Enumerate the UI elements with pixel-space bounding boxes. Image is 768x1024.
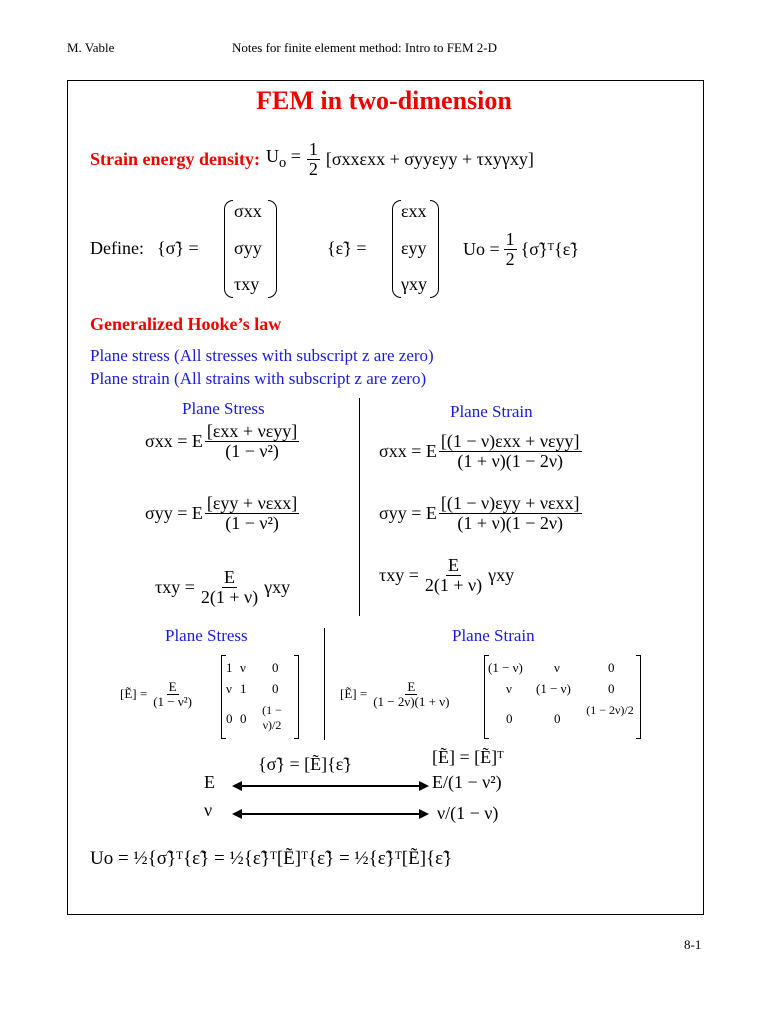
me-cell-22: (1 − ν) bbox=[536, 681, 571, 696]
me-cell-32: 0 bbox=[554, 711, 561, 726]
plane-stress-note: Plane stress (All stresses with subscript z are zero) bbox=[90, 346, 434, 365]
ms-cell-23: 0 bbox=[272, 681, 279, 696]
me-cell-11: (1 − ν) bbox=[488, 660, 523, 675]
ms-cell-32: 0 bbox=[240, 711, 247, 726]
sigma-right-brace bbox=[268, 200, 277, 298]
nu-arrow bbox=[234, 813, 427, 815]
final-equation: Uo = ½{σ̃}ᵀ{ε̃} = ½{ε̃}ᵀ[Ẽ]ᵀ{ε̃} = ½{ε̃}ᵀ[Ẽ]{ε̃} bbox=[90, 848, 453, 869]
transpose-relation: [Ẽ] = [Ẽ]ᵀ bbox=[432, 747, 504, 767]
define-label: Define: bbox=[90, 238, 144, 258]
page-title: FEM in two-dimension bbox=[256, 86, 512, 115]
ps-sigma-xx: σxx = E $\frac{\text{[εxx + νεyy]}}{\text{(1 − ν²)}}$ bbox=[145, 421, 298, 461]
eps-entry-1: εxx bbox=[401, 201, 427, 221]
sigma-left-brace bbox=[224, 200, 233, 298]
eps-entry-2: εyy bbox=[401, 238, 427, 258]
ps-tau-xy: τxy = $\frac{E}{2(1 + \nu)}$ γxy bbox=[155, 567, 291, 607]
header-course: Notes for finite element method: Intro to FEM 2-D bbox=[232, 40, 498, 55]
eps-right-brace bbox=[430, 200, 439, 298]
me-cell-23: 0 bbox=[608, 681, 615, 696]
e-left: E bbox=[204, 772, 215, 792]
eps-vector-lhs: {ε̃} = bbox=[327, 238, 367, 258]
e-arrow bbox=[234, 785, 427, 787]
strain-energy-label: Strain energy density: bbox=[90, 148, 260, 169]
ms-cell-21: ν bbox=[226, 681, 232, 696]
matrix-stress-heading: Plane Stress bbox=[165, 626, 248, 645]
page-number: 8-1 bbox=[684, 937, 702, 952]
plane-strain-heading: Plane Strain bbox=[450, 402, 533, 421]
plane-stress-heading: Plane Stress bbox=[182, 399, 265, 418]
ms-cell-13: 0 bbox=[272, 660, 279, 675]
pe-sigma-xx: σxx = E $\frac{\text{[(1 − ν)εxx + νεyy]}}{(1 + \nu)(1 - 2\nu)}$ bbox=[379, 431, 580, 471]
pe-tau-xy: τxy = $\frac{E}{2(1 + \nu)}$ γxy bbox=[379, 555, 515, 595]
matrix-divider bbox=[324, 628, 325, 740]
matrix-stress-prefix: [Ẽ] = $\frac{E}{\text{(1 − ν²)}}$ bbox=[120, 679, 192, 709]
me-cell-13: 0 bbox=[608, 660, 615, 675]
matrix-stress-right-bracket bbox=[294, 655, 299, 739]
header-author: M. Vable bbox=[67, 40, 115, 55]
me-cell-12: ν bbox=[554, 660, 560, 675]
strain-energy-row bbox=[90, 140, 534, 179]
eps-entry-3: γxy bbox=[401, 274, 427, 294]
hooke-title: Generalized Hooke’s law bbox=[90, 314, 282, 334]
sigma-entry-3: τxy bbox=[234, 274, 260, 294]
sigma-vector-lhs: {σ̃} = bbox=[157, 238, 199, 258]
ps-sigma-yy: σyy = E $\frac{\text{[εyy + νεxx]}}{\text{(1 − ν²)}}$ bbox=[145, 493, 298, 533]
me-cell-33: (1 − 2ν)/2 bbox=[586, 703, 634, 717]
ms-cell-12: ν bbox=[240, 660, 246, 675]
nu-right: ν/(1 − ν) bbox=[437, 803, 499, 823]
eps-left-brace bbox=[392, 200, 401, 298]
nu-left: ν bbox=[204, 800, 213, 820]
sigma-entry-2: σyy bbox=[234, 238, 262, 258]
ms-cell-22: 1 bbox=[240, 681, 247, 696]
sigma-entry-1: σxx bbox=[234, 201, 262, 221]
strain-energy-lhs: $U_o$ = bbox=[266, 146, 301, 172]
constitutive-relation: {σ̃} = [Ẽ]{ε̃} bbox=[258, 754, 352, 774]
matrix-strain-heading: Plane Strain bbox=[452, 626, 535, 645]
ms-cell-33: (1 − ν)/2 bbox=[262, 703, 282, 732]
me-cell-31: 0 bbox=[506, 711, 513, 726]
hooke-divider bbox=[359, 398, 360, 616]
matrix-strain-right-bracket bbox=[636, 655, 641, 739]
ms-cell-31: 0 bbox=[226, 711, 233, 726]
strain-energy-half: $\frac{1}{2}$ bbox=[308, 139, 318, 179]
plane-strain-note: Plane strain (All strains with subscript z are zero) bbox=[90, 369, 427, 388]
me-cell-21: ν bbox=[506, 681, 512, 696]
pe-sigma-yy: σyy = E $\frac{\text{[(1 − ν)εyy + νεxx]}}{(1 + \nu)(1 - 2\nu)}$ bbox=[379, 493, 580, 533]
strain-energy-body: [σxxεxx + σyyεyy + τxyγxy] bbox=[325, 148, 534, 169]
matrix-strain-prefix: [Ẽ] = $\frac{E}{(1 - 2\nu)(1 + \nu)}$ bbox=[340, 679, 450, 709]
ms-cell-11: 1 bbox=[226, 660, 233, 675]
u-define-expr: Uo = $\frac{1}{2}$ {σ̃}ᵀ{ε̃} bbox=[463, 229, 579, 269]
e-right: E/(1 − ν²) bbox=[432, 772, 502, 792]
